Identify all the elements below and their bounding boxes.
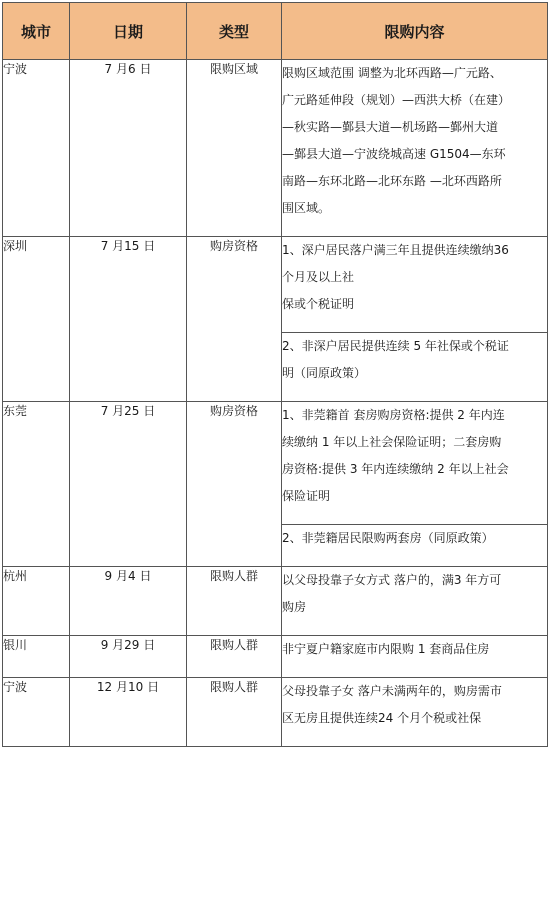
content-line: 房资格:提供 3 年内连续缴纳 2 年以上社会 — [282, 462, 509, 476]
type-cell: 限购人群 — [187, 636, 282, 678]
content-line: 广元路延伸段（规划）—西洪大桥（在建） — [282, 93, 511, 107]
city-cell: 宁波 — [3, 60, 70, 237]
content-line: 1、深户居民落户满三年且提供连续缴纳36 — [282, 243, 509, 257]
type-cell: 限购人群 — [187, 678, 282, 747]
content-spacer — [282, 318, 547, 332]
content-spacer — [282, 552, 547, 566]
table-row — [3, 60, 548, 237]
content-spacer — [282, 387, 547, 401]
content-line: 以父母投靠子女方式 落户的，满3 年方可 — [282, 573, 502, 587]
type-cell: 购房资格 — [187, 237, 282, 402]
table-row — [3, 636, 548, 678]
content-spacer — [282, 222, 547, 236]
date-cell: 7 月6 日 — [70, 60, 187, 237]
content-line: 2、非莞籍居民限购两套房（同原政策） — [282, 531, 494, 545]
date-cell: 9 月4 日 — [70, 567, 187, 636]
content-spacer — [282, 510, 547, 524]
type-cell: 限购区域 — [187, 60, 282, 237]
city-cell: 杭州 — [3, 567, 70, 636]
header-row — [3, 3, 548, 60]
content-cell — [282, 237, 548, 333]
content-line: 围区域。 — [282, 201, 331, 215]
header-content: 限购内容 — [282, 3, 548, 60]
content-line: 非宁夏户籍家庭市内限购 1 套商品住房 — [282, 642, 490, 656]
content-cell — [282, 60, 548, 237]
header-city: 城市 — [3, 3, 70, 60]
content-line: 保或个税证明 — [282, 297, 355, 311]
content-line: 2、非深户居民提供连续 5 年社保或个税证 — [282, 339, 509, 353]
type-cell: 购房资格 — [187, 402, 282, 567]
table-row — [3, 678, 548, 747]
table-row — [3, 402, 548, 525]
header-type: 类型 — [187, 3, 282, 60]
city-cell: 东莞 — [3, 402, 70, 567]
content-line: —秋实路—鄞县大道—机场路—鄞州大道 — [282, 120, 499, 134]
table-row — [3, 567, 548, 636]
content-spacer — [282, 732, 547, 746]
content-spacer — [282, 663, 547, 677]
content-line: 区无房且提供连续24 个月个税或社保 — [282, 711, 482, 725]
content-line: 续缴纳 1 年以上社会保险证明；二套房购 — [282, 435, 502, 449]
table-header — [3, 3, 548, 60]
date-cell: 9 月29 日 — [70, 636, 187, 678]
content-line: 购房 — [282, 600, 307, 614]
date-cell: 12 月10 日 — [70, 678, 187, 747]
content-line: 限购区域范围 调整为北环西路—广元路、 — [282, 66, 502, 80]
content-cell — [282, 333, 548, 402]
content-cell — [282, 567, 548, 636]
content-line: 南路—东环北路—北环东路 —北环西路所 — [282, 174, 502, 188]
type-cell: 限购人群 — [187, 567, 282, 636]
content-spacer — [282, 621, 547, 635]
content-line: 父母投靠子女 落户未满两年的，购房需市 — [282, 684, 502, 698]
date-cell: 7 月15 日 — [70, 237, 187, 402]
content-cell — [282, 525, 548, 567]
content-line: 个月及以上社 — [282, 270, 355, 284]
table-row — [3, 237, 548, 333]
content-line: 1、非莞籍首 套房购房资格:提供 2 年内连 — [282, 408, 505, 422]
content-cell — [282, 678, 548, 747]
city-cell: 银川 — [3, 636, 70, 678]
header-date: 日期 — [70, 3, 187, 60]
city-cell: 宁波 — [3, 678, 70, 747]
content-cell — [282, 636, 548, 678]
content-line: —鄞县大道—宁波绕城高速 G1504—东环 — [282, 147, 506, 161]
content-line: 明（同原政策） — [282, 366, 367, 380]
city-cell: 深圳 — [3, 237, 70, 402]
table-body — [3, 60, 548, 747]
content-cell — [282, 402, 548, 525]
date-cell: 7 月25 日 — [70, 402, 187, 567]
purchase-restriction-table — [2, 2, 548, 747]
content-line: 保险证明 — [282, 489, 331, 503]
